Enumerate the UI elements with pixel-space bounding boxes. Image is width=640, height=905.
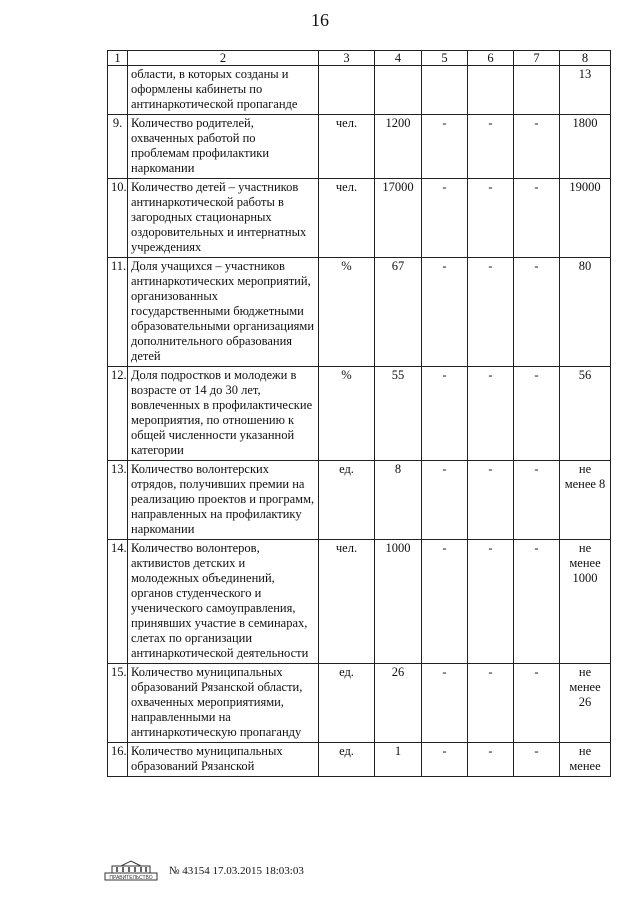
page-number: 16 [311,10,329,30]
table-row [108,540,611,664]
target-cell: не менее 26 [560,664,611,743]
col6-cell: - [468,461,514,540]
value-cell: 55 [375,367,422,461]
government-building-stamp-icon [103,860,159,882]
col7-cell: - [514,115,560,179]
col7-cell: - [514,540,560,664]
col6-cell: - [468,258,514,367]
col6-cell: - [468,743,514,777]
indicator-name: Доля учащихся – участников антинаркотических мероприятий, организованных государственными бюджетными образовательными организациями дополнительного образования детей [128,258,319,367]
header-cell: 7 [514,51,560,66]
row-number: 12. [108,367,128,461]
col7-cell [514,66,560,115]
col6-cell: - [468,179,514,258]
col5-cell: - [422,540,468,664]
header-cell: 8 [560,51,611,66]
table-row [108,179,611,258]
col5-cell: - [422,115,468,179]
document-registration-info: № 43154 17.03.2015 18:03:03 [169,865,304,877]
indicator-name: Количество волонтерских отрядов, получивших премии на реализацию проектов и программ, направленных на профилактику наркомании [128,461,319,540]
col5-cell: - [422,258,468,367]
table-row [108,664,611,743]
indicator-name: Количество муниципальных образований Рязанской [128,743,319,777]
row-number: 13. [108,461,128,540]
target-cell: 1800 [560,115,611,179]
col7-cell: - [514,367,560,461]
value-cell: 1200 [375,115,422,179]
indicator-name: Доля подростков и молодежи в возрасте от 14 до 30 лет, вовлеченных в профилактические мероприятия, по отношению к общей численности указанной категории [128,367,319,461]
target-cell: не менее [560,743,611,777]
col5-cell [422,66,468,115]
header-row [108,51,611,66]
indicators-table [107,50,611,777]
col5-cell: - [422,664,468,743]
col6-cell: - [468,540,514,664]
indicator-name: Количество детей – участников антинаркотической работы в загородных стационарных оздоровительных и интернатных учреждениях [128,179,319,258]
value-cell: 1 [375,743,422,777]
col7-cell: - [514,179,560,258]
target-cell: 56 [560,367,611,461]
table-row [108,367,611,461]
unit-cell: чел. [319,179,375,258]
target-cell: 13 [560,66,611,115]
table-row [108,461,611,540]
row-number: 16. [108,743,128,777]
target-cell: 19000 [560,179,611,258]
col6-cell: - [468,115,514,179]
col6-cell: - [468,367,514,461]
value-cell: 67 [375,258,422,367]
table-row [108,115,611,179]
document-footer [103,860,304,882]
unit-cell: ед. [319,664,375,743]
col6-cell: - [468,664,514,743]
row-number: 15. [108,664,128,743]
header-cell: 3 [319,51,375,66]
row-number: 11. [108,258,128,367]
target-cell: не менее 1000 [560,540,611,664]
unit-cell: чел. [319,115,375,179]
col7-cell: - [514,258,560,367]
col7-cell: - [514,461,560,540]
header-cell: 2 [128,51,319,66]
header-cell: 6 [468,51,514,66]
header-cell: 4 [375,51,422,66]
table-row [108,743,611,777]
unit-cell [319,66,375,115]
target-cell: 80 [560,258,611,367]
value-cell: 26 [375,664,422,743]
unit-cell: % [319,367,375,461]
row-number [108,66,128,115]
indicator-name: области, в которых созданы и оформлены кабинеты по антинаркотической пропаганде [128,66,319,115]
unit-cell: % [319,258,375,367]
table-row [108,66,611,115]
col5-cell: - [422,743,468,777]
row-number: 9. [108,115,128,179]
unit-cell: ед. [319,743,375,777]
col5-cell: - [422,179,468,258]
col7-cell: - [514,664,560,743]
indicator-name: Количество муниципальных образований Рязанской области, охваченных мероприятиями, направленными на антинаркотическую пропаганду [128,664,319,743]
row-number: 14. [108,540,128,664]
table-row [108,258,611,367]
indicator-name: Количество волонтеров, активистов детских и молодежных объединений, органов студенческого и ученического самоуправления, принявших участие в семинарах, слетах по организации антинаркотической деятельности [128,540,319,664]
col5-cell: - [422,461,468,540]
indicator-name: Количество родителей, охваченных работой по проблемам профилактики наркомании [128,115,319,179]
value-cell: 17000 [375,179,422,258]
row-number: 10. [108,179,128,258]
value-cell [375,66,422,115]
header-cell: 5 [422,51,468,66]
header-cell: 1 [108,51,128,66]
value-cell: 8 [375,461,422,540]
stamp-label: ПРАВИТЕЛЬСТВО [109,875,153,881]
target-cell: не менее 8 [560,461,611,540]
unit-cell: чел. [319,540,375,664]
value-cell: 1000 [375,540,422,664]
col5-cell: - [422,367,468,461]
col6-cell [468,66,514,115]
unit-cell: ед. [319,461,375,540]
col7-cell: - [514,743,560,777]
